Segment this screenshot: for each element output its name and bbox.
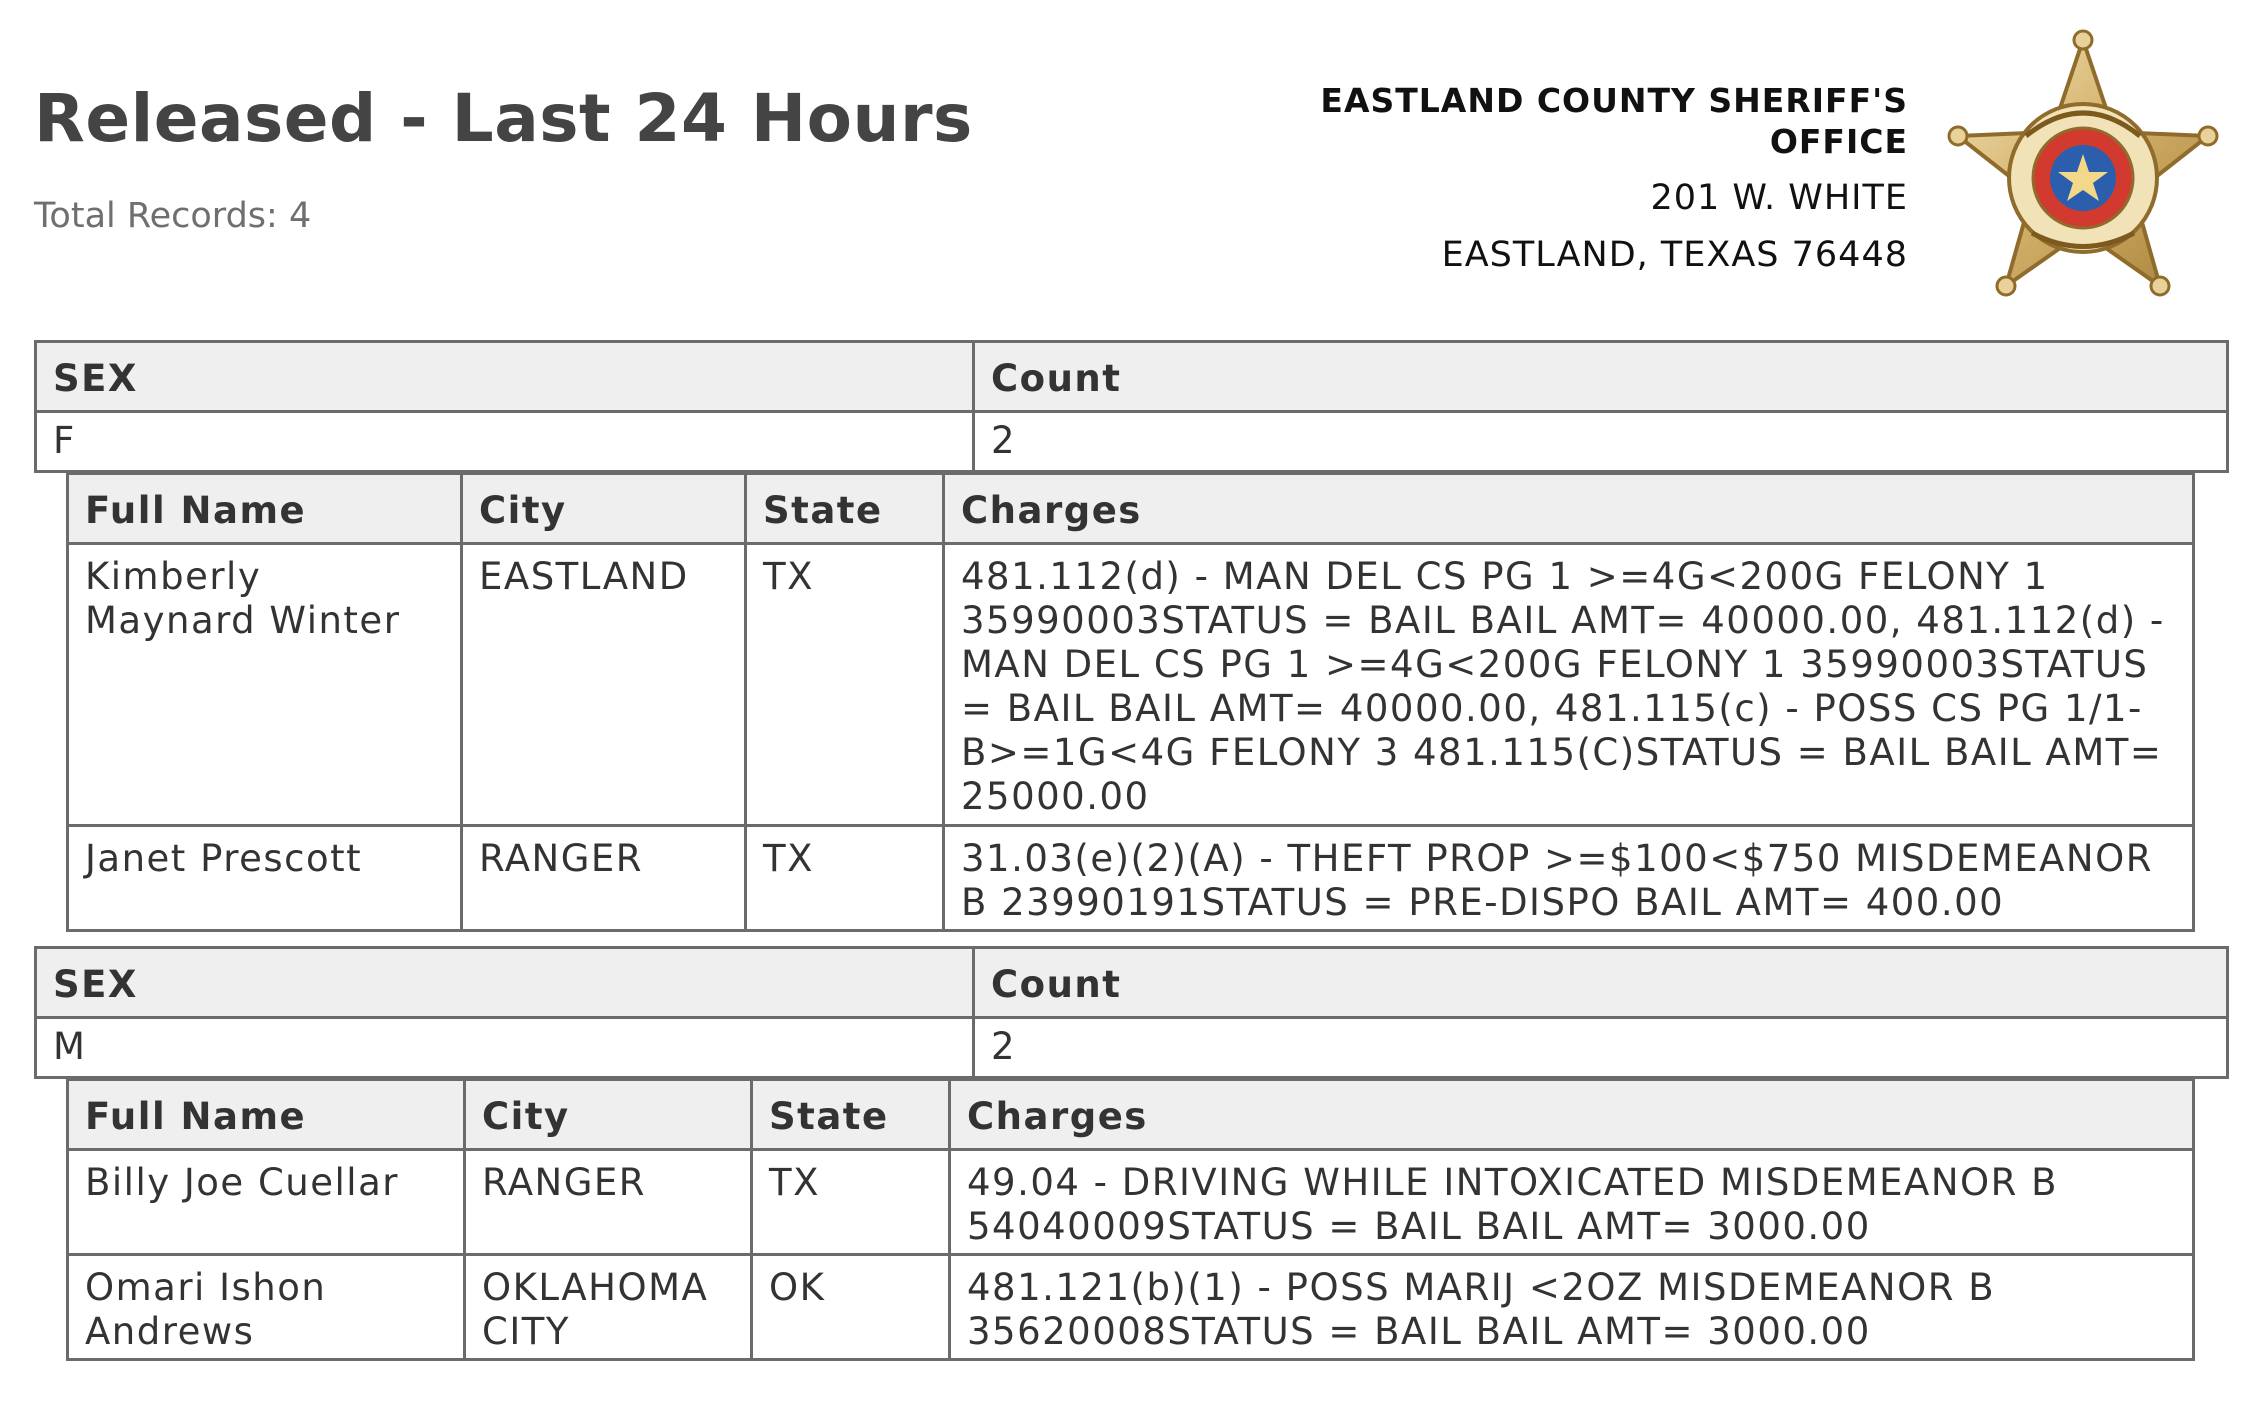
page-title: Released - Last 24 Hours <box>34 80 973 157</box>
group-sex-value: M <box>36 1018 974 1078</box>
group-table-m <box>34 946 2229 1079</box>
column-header-state: State <box>746 474 944 544</box>
cell-state: TX <box>746 544 944 826</box>
office-info <box>1320 80 1908 276</box>
cell-full-name: Billy Joe Cuellar <box>68 1150 465 1255</box>
cell-state: OK <box>752 1255 950 1360</box>
cell-charges: 49.04 - DRIVING WHILE INTOXICATED MISDEMEANOR B 54040009STATUS = BAIL BAIL AMT= 3000.00 <box>950 1150 2194 1255</box>
cell-charges: 481.121(b)(1) - POSS MARIJ <2OZ MISDEMEANOR B 35620008STATUS = BAIL BAIL AMT= 3000.00 <box>950 1255 2194 1360</box>
group-header-sex: SEX <box>36 342 974 412</box>
cell-state: TX <box>752 1150 950 1255</box>
cell-city: RANGER <box>465 1150 752 1255</box>
table-row <box>68 1255 2194 1360</box>
detail-table-m <box>66 1078 2195 1361</box>
cell-full-name: Kimberly Maynard Winter <box>68 544 462 826</box>
column-header-state: State <box>752 1080 950 1150</box>
cell-full-name: Omari Ishon Andrews <box>68 1255 465 1360</box>
office-address: 201 W. WHITE <box>1650 178 1908 218</box>
cell-charges: 31.03(e)(2)(A) - THEFT PROP >=$100<$750 MISDEMEANOR B 23990191STATUS = PRE-DISPO BAIL AMT= 400.00 <box>944 826 2194 931</box>
column-header-charges: Charges <box>950 1080 2194 1150</box>
table-row <box>68 826 2194 931</box>
column-header-city: City <box>465 1080 752 1150</box>
column-header-full-name: Full Name <box>68 1080 465 1150</box>
column-header-charges: Charges <box>944 474 2194 544</box>
sheriff-star-badge-icon <box>1938 28 2228 304</box>
group-sex-value: F <box>36 412 974 472</box>
group-header-count: Count <box>974 948 2228 1018</box>
column-header-city: City <box>462 474 746 544</box>
office-name-line2: OFFICE <box>1769 122 1908 161</box>
table-row <box>68 544 2194 826</box>
group-header-sex: SEX <box>36 948 974 1018</box>
cell-city: OKLAHOMA CITY <box>465 1255 752 1360</box>
group-count-value: 2 <box>974 1018 2228 1078</box>
group-count-value: 2 <box>974 412 2228 472</box>
cell-state: TX <box>746 826 944 931</box>
detail-table-f <box>66 472 2195 932</box>
cell-full-name: Janet Prescott <box>68 826 462 931</box>
table-row <box>68 1150 2194 1255</box>
total-records: Total Records: 4 <box>34 196 312 236</box>
group-table-f <box>34 340 2229 473</box>
group-header-count: Count <box>974 342 2228 412</box>
column-header-full-name: Full Name <box>68 474 462 544</box>
office-name-line1: EASTLAND COUNTY SHERIFF'S <box>1320 81 1908 120</box>
cell-city: RANGER <box>462 826 746 931</box>
cell-charges: 481.112(d) - MAN DEL CS PG 1 >=4G<200G FELONY 1 35990003STATUS = BAIL BAIL AMT= 40000.00, 481.112(d) - MAN DEL CS PG 1 >=4G<200G FELONY 1 35990003STATUS = BAIL BAIL AMT= 40000.00, 481.115(c) - POSS CS PG 1/1-B>=1G<4G FELONY 3 481.115(C)STATUS = BAIL BAIL AMT= 25000.00 <box>944 544 2194 826</box>
cell-city: EASTLAND <box>462 544 746 826</box>
office-city-state: EASTLAND, TEXAS 76448 <box>1441 235 1908 275</box>
